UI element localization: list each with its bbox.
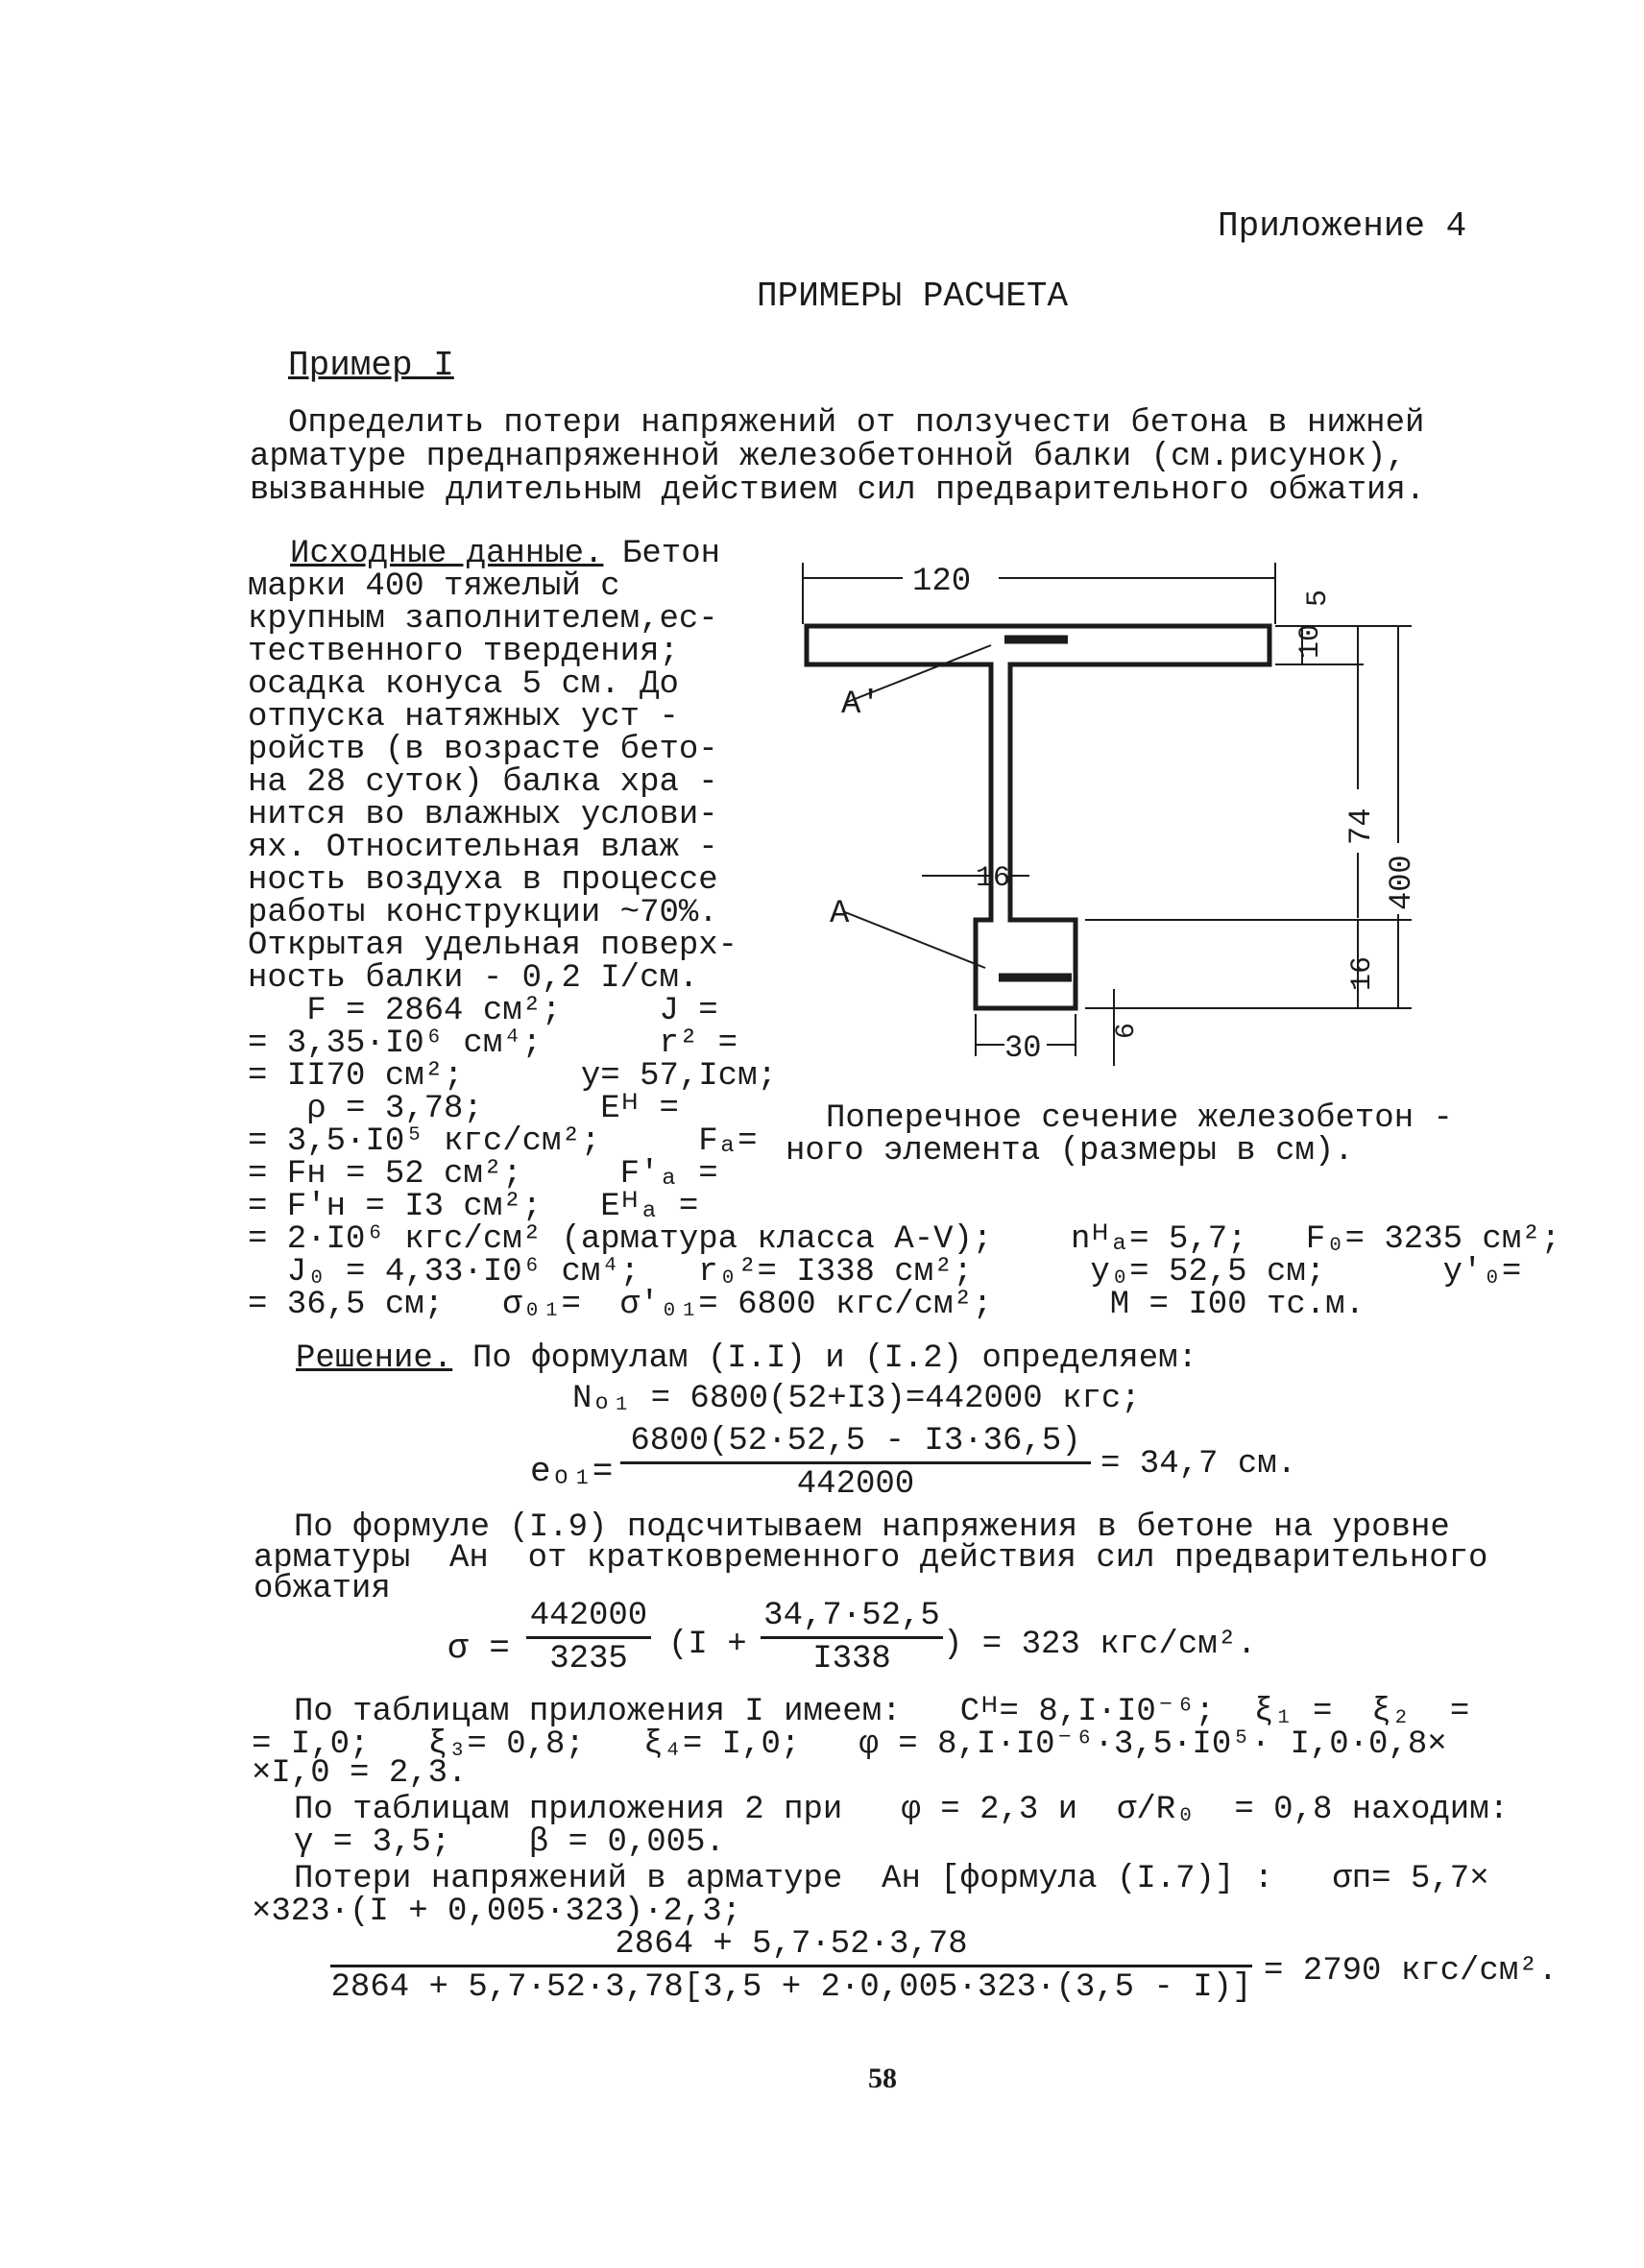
initial-wide-line-1: = 2·I0⁶ кгс/см² (арматура класса А-V); nᴴₐ= 5,7; F₀= 3235 см²; bbox=[248, 1221, 1561, 1258]
e01-fraction-bar bbox=[620, 1461, 1091, 1464]
sigma-fraction-2 bbox=[761, 1598, 943, 1677]
dim-bottom-cover: 6 bbox=[1112, 1023, 1142, 1039]
appendix-label: Приложение 4 bbox=[1218, 206, 1467, 246]
final-fraction-bar bbox=[330, 1965, 1252, 1967]
tables2-line-1: По таблицам приложения 2 при φ = 2,3 и σ/R₀ = 0,8 находим: bbox=[294, 1792, 1510, 1828]
formula-sigma-lhs: σ = bbox=[447, 1629, 510, 1668]
dim-flange-thick: 10 bbox=[1294, 623, 1327, 659]
initial-line-3: тественного твердения; bbox=[248, 634, 679, 670]
figure-caption-line-1: Поперечное сечение железобетон - bbox=[826, 1100, 1453, 1137]
initial-line-12: Открытая удельная поверх- bbox=[248, 928, 738, 964]
task-line-1: Определить потери напряжений от ползучести бетона в нижней bbox=[288, 405, 1425, 442]
initial-wide-line-2: J₀ = 4,33·I0⁶ см⁴; r₀²= I338 см²; y₀= 52,5 см; y'₀= bbox=[248, 1254, 1522, 1291]
initial-line-1: марки 400 тяжелый с bbox=[248, 568, 620, 605]
formula-n01: Nₒ₁ = 6800(52+I3)=442000 кгс; bbox=[572, 1381, 1141, 1417]
solution-intro: По формулам (I.I) и (I.2) определяем: bbox=[472, 1340, 1197, 1377]
example-heading: Пример I bbox=[288, 346, 454, 385]
page-title: ПРИМЕРЫ РАСЧЕТА bbox=[757, 277, 1069, 316]
formula-e01-lhs: eₒ₁= bbox=[530, 1452, 614, 1491]
initial-line-10: ность воздуха в процессе bbox=[248, 862, 718, 899]
initial-line-14: F = 2864 см²; J = bbox=[248, 993, 718, 1029]
figure-caption-line-2: ного элемента (размеры в см). bbox=[786, 1133, 1354, 1170]
initial-line-11: работы конструкции ~70%. bbox=[248, 895, 718, 931]
leader-a bbox=[845, 912, 985, 968]
formula-e01-rhs: = 34,7 см. bbox=[1100, 1446, 1297, 1483]
losses-line-2: ×323·(I + 0,005·323)·2,3; bbox=[252, 1894, 742, 1930]
label-bottom-reinforcement: A bbox=[830, 896, 850, 932]
formula-sigma-rhs: ) = 323 кгс/см². bbox=[943, 1627, 1257, 1663]
initial-data-heading: Исходные данные. bbox=[290, 536, 604, 572]
final-fraction bbox=[330, 1926, 1252, 2006]
final-numerator: 2864 + 5,7·52·3,78 bbox=[615, 1926, 968, 1963]
initial-line-9: ях. Относительная влаж - bbox=[248, 830, 718, 866]
initial-line-17: ρ = 3,78; Eᴴ = bbox=[248, 1091, 679, 1127]
initial-line-0: Бетон bbox=[622, 536, 721, 572]
sigma-f2-denominator: I338 bbox=[812, 1641, 891, 1677]
sigma-f1-numerator: 442000 bbox=[529, 1598, 648, 1634]
sigma-f2-bar bbox=[761, 1636, 943, 1639]
initial-line-5: отпуска натяжных уст - bbox=[248, 699, 679, 736]
initial-line-15: = 3,35·I0⁶ см⁴; r² = bbox=[248, 1025, 738, 1062]
initial-line-18: = 3,5·I0⁵ кгс/см²; Fₐ= bbox=[248, 1123, 758, 1160]
dim-top-width: 120 bbox=[912, 564, 972, 600]
initial-line-20: = F'н = I3 см²; Eᴴₐ = bbox=[248, 1189, 699, 1225]
dim-total-height: 400 bbox=[1384, 855, 1419, 910]
dim-bottom-thick: 16 bbox=[1346, 955, 1379, 991]
formula19-line-3: обжатия bbox=[254, 1571, 391, 1607]
initial-line-6: ройств (в возрасте бето- bbox=[248, 732, 718, 768]
dim-web-width: 16 bbox=[976, 862, 1011, 895]
final-rhs: = 2790 кгс/см². bbox=[1264, 1953, 1559, 1990]
dim-flange-top: 5 bbox=[1302, 589, 1335, 607]
initial-line-2: крупным заполнителем,ес- bbox=[248, 601, 718, 638]
tables1-line-3: ×I,0 = 2,3. bbox=[252, 1755, 468, 1792]
initial-line-7: на 28 суток) балка хра - bbox=[248, 764, 718, 801]
dim-bottom-width: 30 bbox=[1004, 1030, 1042, 1066]
formula-e01-fraction bbox=[620, 1423, 1091, 1503]
formula19-line-1: По формуле (I.9) подсчитываем напряжения в бетоне на уровне bbox=[294, 1509, 1450, 1546]
initial-line-16: = II70 см²; y= 57,Iсм; bbox=[248, 1058, 777, 1095]
sigma-fraction-1 bbox=[526, 1598, 651, 1677]
initial-line-19: = Fн = 52 см²; F'ₐ = bbox=[248, 1156, 718, 1193]
task-line-3: вызванные длительным действием сил предварительного обжатия. bbox=[250, 472, 1426, 509]
initial-line-8: нится во влажных услови- bbox=[248, 797, 718, 833]
sigma-f2-numerator: 34,7·52,5 bbox=[763, 1598, 940, 1634]
cross-section-figure bbox=[787, 547, 1479, 1085]
sigma-f1-bar bbox=[526, 1636, 651, 1639]
label-top-reinforcement: A' bbox=[841, 687, 881, 723]
task-line-2: арматуре преднапряженной железобетонной балки (см.рисунок), bbox=[250, 439, 1406, 475]
solution-heading: Решение. bbox=[296, 1340, 453, 1377]
tables1-line-1: По таблицам приложения I имеем: Cᴴ= 8,I·I0⁻⁶; ξ₁ = ξ₂ = bbox=[294, 1694, 1470, 1730]
e01-numerator: 6800(52·52,5 - I3·36,5) bbox=[630, 1423, 1081, 1460]
formula19-line-2: арматуры Aн от кратковременного действия сил предварительного bbox=[254, 1540, 1488, 1577]
dim-web-height: 74 bbox=[1343, 808, 1379, 845]
initial-line-13: ность балки - 0,2 I/см. bbox=[248, 960, 699, 997]
initial-wide-line-3: = 36,5 см; σ₀₁= σ'₀₁= 6800 кгс/см²; M = I00 тс.м. bbox=[248, 1287, 1365, 1323]
page-number: 58 bbox=[868, 2063, 897, 2094]
formula-sigma-mid: (I + bbox=[668, 1627, 747, 1663]
final-denominator: 2864 + 5,7·52·3,78[3,5 + 2·0,005·323·(3,5 - I)] bbox=[330, 1969, 1252, 2006]
e01-denominator: 442000 bbox=[796, 1466, 915, 1503]
sigma-f1-denominator: 3235 bbox=[549, 1641, 628, 1677]
t-beam-outline bbox=[807, 626, 1269, 1008]
tables2-line-2: γ = 3,5; β = 0,005. bbox=[294, 1824, 725, 1861]
tables1-line-2: = I,0; ξ₃= 0,8; ξ₄= I,0; φ = 8,I·I0⁻⁶·3,5·I0⁵· I,0·0,8× bbox=[252, 1726, 1447, 1763]
initial-line-4: осадка конуса 5 см. До bbox=[248, 666, 679, 703]
losses-line-1: Потери напряжений в арматуре Aн [формула (I.7)] : σп= 5,7× bbox=[294, 1861, 1489, 1897]
